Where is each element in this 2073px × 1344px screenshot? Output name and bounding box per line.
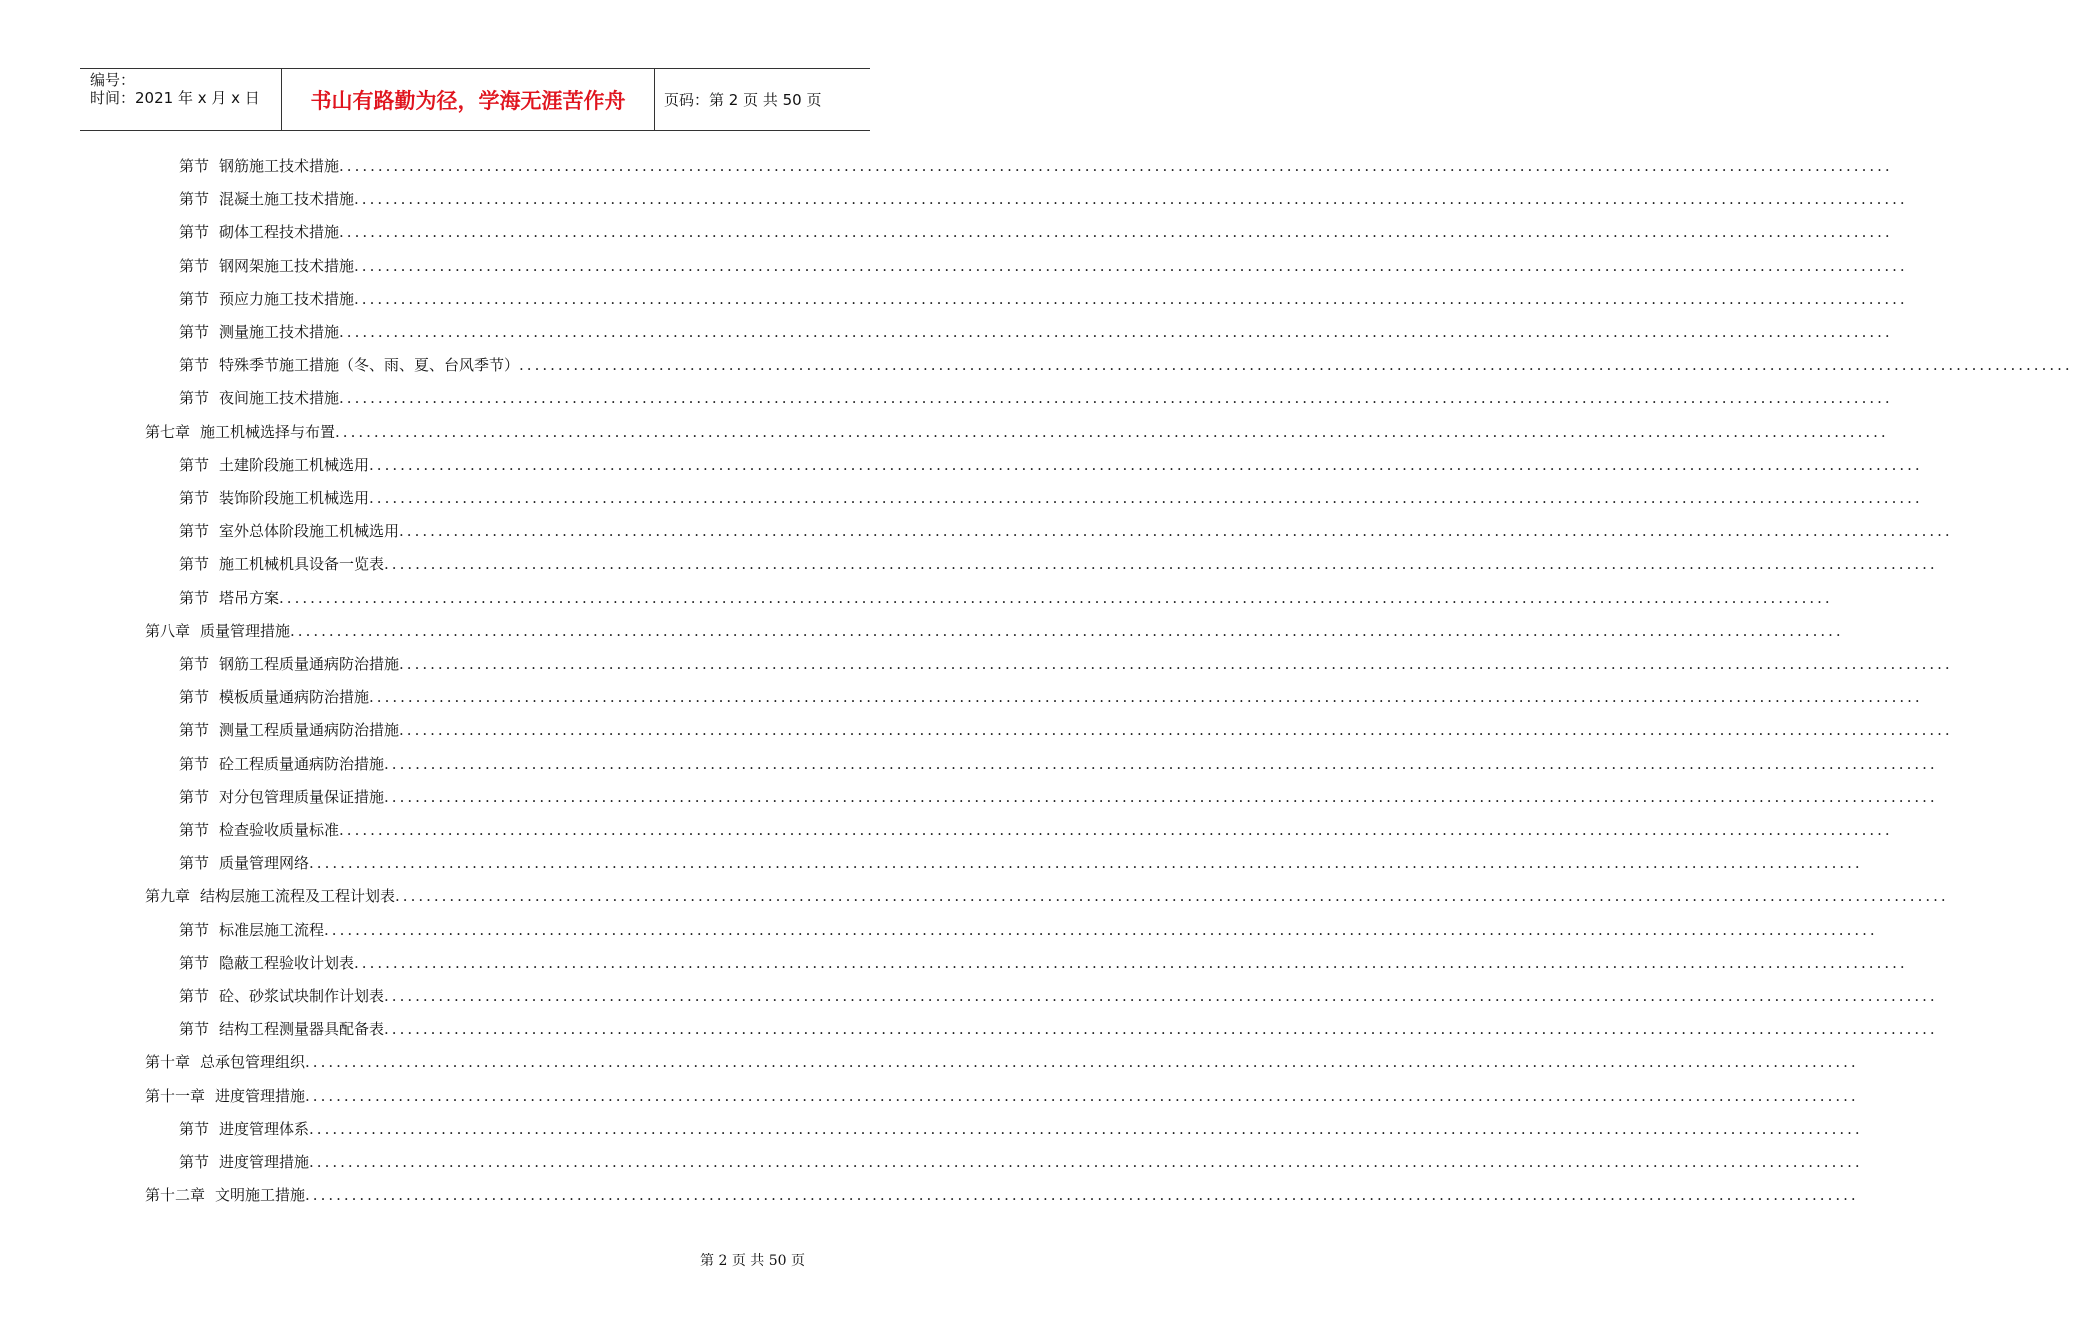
toc-entry[interactable] [179,252,1908,276]
toc-dot-leader: ........................................................................................................................................................................................................ [395,887,1949,906]
toc-dot-leader: ........................................................................................................................................................................................................ [384,555,1938,574]
header-motto: 书山有路勤为径，学海无涯苦作舟 [282,69,655,130]
toc-entry[interactable] [179,1015,1938,1039]
toc-dot-leader: ........................................................................................................................................................................................................ [384,754,1938,773]
toc-entry-number: 第十一章 [145,1086,206,1105]
toc-entry-title: 结构层施工流程及工程计划表 [200,887,396,906]
toc-entry[interactable] [179,384,1893,408]
toc-dot-leader: ........................................................................................................................................................................................................ [399,655,1953,673]
toc-entry-number: 第节 [179,356,210,375]
toc-entry-number: 第八章 [145,621,191,640]
toc-entry[interactable] [179,783,1938,807]
toc-entry-title: 装饰阶段施工机械选用 [219,489,370,507]
toc-entry-title: 施工机械机具设备一览表 [219,555,385,574]
toc-entry[interactable] [145,1048,1859,1072]
toc-entry-title: 总承包管理组织 [200,1053,306,1072]
toc-entry-number: 第节 [179,987,210,1005]
toc-entry[interactable] [179,218,1893,242]
toc-entry[interactable] [179,152,1893,176]
toc-entry[interactable] [179,451,1923,475]
toc-entry-title: 标准层施工流程 [219,920,325,939]
toc-dot-leader: ........................................................................................................................................................................................................ [369,455,1923,474]
toc-entry[interactable] [179,550,1938,574]
toc-entry[interactable] [145,1082,1859,1106]
toc-dot-leader: ........................................................................................................................................................................................................ [369,688,1923,707]
toc-entry-number: 第节 [179,854,210,873]
toc-entry[interactable] [179,683,1923,707]
toc-entry-number: 第七章 [145,422,191,441]
toc-entry[interactable] [179,484,1923,508]
toc-dot-leader: ........................................................................................................................................................................................................ [339,389,1893,408]
toc-entry[interactable] [179,1115,1863,1139]
toc-entry[interactable] [145,1181,1859,1205]
toc-entry-number: 第节 [179,1153,210,1171]
toc-dot-leader: ........................................................................................................................................................................................................ [290,621,1844,640]
toc-entry-title: 钢筋工程质量通病防治措施 [219,655,400,673]
toc-entry-title: 土建阶段施工机械选用 [219,455,370,474]
toc-entry[interactable] [179,949,1908,973]
toc-entry[interactable] [179,982,1938,1006]
toc-entry-title: 钢筋施工技术措施 [219,157,340,175]
toc-dot-leader: ........................................................................................................................................................................................................ [354,190,1908,209]
toc-entry-number: 第十二章 [145,1186,206,1205]
toc-entry[interactable] [179,816,1893,840]
toc-dot-leader: ........................................................................................................................................................................................................ [519,356,2073,375]
toc-entry-number: 第节 [179,821,210,839]
toc-entry[interactable] [179,285,1908,309]
toc-entry-number: 第节 [179,555,210,574]
toc-entry[interactable] [179,650,1953,674]
toc-entry-number: 第节 [179,1119,210,1138]
toc-entry-title: 混凝土施工技术措施 [219,190,355,209]
toc-dot-leader: ........................................................................................................................................................................................................ [305,1186,1859,1205]
toc-dot-leader: ........................................................................................................................................................................................................ [399,721,1953,740]
toc-entry-number: 第节 [179,223,210,242]
toc-entry[interactable] [179,517,1953,541]
toc-entry-number: 第节 [179,688,210,707]
toc-entry[interactable] [179,716,1953,740]
toc-entry-number: 第节 [179,323,210,341]
toc-dot-leader: ........................................................................................................................................................................................................ [384,787,1938,806]
toc-entry-title: 结构工程测量器具配备表 [219,1020,385,1039]
toc-dot-leader: ........................................................................................................................................................................................................ [369,489,1923,507]
toc-entry-number: 第节 [179,787,210,806]
toc-entry-title: 特殊季节施工措施（冬、雨、夏、台风季节） [219,356,520,375]
toc-dot-leader: ........................................................................................................................................................................................................ [339,223,1893,242]
toc-dot-leader: ........................................................................................................................................................................................................ [309,1153,1863,1171]
toc-dot-leader: ........................................................................................................................................................................................................ [305,1053,1859,1072]
toc-entry-title: 质量管理措施 [200,621,291,640]
toc-entry-number: 第节 [179,489,210,507]
toc-entry-title: 进度管理体系 [219,1119,310,1138]
toc-entry[interactable] [179,185,1908,209]
page-header [80,68,870,131]
toc-entry-title: 钢网架施工技术措施 [219,256,355,275]
toc-dot-leader: ........................................................................................................................................................................................................ [339,323,1893,341]
toc-entry-number: 第节 [179,1020,210,1039]
toc-entry[interactable] [179,1148,1863,1172]
toc-entry-title: 施工机械选择与布置 [200,422,336,441]
time-label: 时间：2021 年 x 月 x 日 [90,89,260,107]
toc-entry-title: 文明施工措施 [215,1186,306,1205]
toc-entry-title: 模板质量通病防治措施 [219,688,370,707]
toc-entry-number: 第节 [179,190,210,209]
toc-entry[interactable] [179,750,1938,774]
toc-entry[interactable] [145,882,1949,906]
toc-entry-number: 第九章 [145,887,191,906]
toc-dot-leader: ........................................................................................................................................................................................................ [384,987,1938,1005]
toc-entry-title: 砼工程质量通病防治措施 [219,754,385,773]
toc-entry[interactable] [179,318,1893,342]
toc-dot-leader: ........................................................................................................................................................................................................ [339,821,1893,839]
toc-entry-title: 室外总体阶段施工机械选用 [219,522,400,541]
toc-dot-leader: ........................................................................................................................................................................................................ [354,256,1908,275]
toc-entry-title: 砼、砂浆试块制作计划表 [219,987,385,1005]
toc-dot-leader: ........................................................................................................................................................................................................ [305,1086,1859,1105]
toc-dot-leader: ........................................................................................................................................................................................................ [384,1020,1938,1039]
toc-entry-number: 第节 [179,157,210,175]
toc-entry-title: 塔吊方案 [219,588,280,607]
toc-entry-number: 第节 [179,920,210,939]
toc-entry[interactable] [179,351,2073,375]
toc-entry-title: 质量管理网络 [219,854,310,873]
page-footer: 第 2 页 共 50 页 [700,1253,805,1269]
toc-dot-leader: ........................................................................................................................................................................................................ [399,522,1953,541]
toc-dot-leader: ........................................................................................................................................................................................................ [339,157,1893,175]
toc-dot-leader: ........................................................................................................................................................................................................ [309,1119,1863,1138]
toc-entry-number: 第十章 [145,1053,191,1072]
toc-entry-title: 测量工程质量通病防治措施 [219,721,400,740]
toc-entry-number: 第节 [179,256,210,275]
toc-entry-title: 对分包管理质量保证措施 [219,787,385,806]
header-page-label: 页码：第 2 页 共 50 页 [664,91,822,109]
toc-entry-number: 第节 [179,522,210,541]
toc-dot-leader: ........................................................................................................................................................................................................ [279,588,1833,607]
toc-entry[interactable] [145,617,1844,641]
toc-entry-title: 检查验收质量标准 [219,821,340,839]
toc-dot-leader: ........................................................................................................................................................................................................ [354,953,1908,972]
toc-entry[interactable] [145,418,1889,442]
number-label: 编号： [90,71,136,89]
toc-entry-number: 第节 [179,754,210,773]
toc-entry-number: 第节 [179,721,210,740]
toc-entry-title: 砌体工程技术措施 [219,223,340,242]
toc-entry-title: 进度管理措施 [219,1153,310,1171]
toc-dot-leader: ........................................................................................................................................................................................................ [335,422,1889,441]
toc-entry-title: 进度管理措施 [215,1086,306,1105]
toc-entry[interactable] [179,849,1863,873]
toc-entry-number: 第节 [179,953,210,972]
toc-entry[interactable] [179,916,1878,940]
toc-entry-number: 第节 [179,588,210,607]
toc-entry-title: 隐蔽工程验收计划表 [219,953,355,972]
toc-dot-leader: ........................................................................................................................................................................................................ [324,920,1878,939]
header-meta [80,69,282,130]
toc-entry-title: 预应力施工技术措施 [219,289,355,308]
toc-entry-title: 夜间施工技术措施 [219,389,340,408]
toc-dot-leader: ........................................................................................................................................................................................................ [309,854,1863,873]
toc-dot-leader: ........................................................................................................................................................................................................ [354,289,1908,308]
toc-entry-number: 第节 [179,455,210,474]
toc-entry-number: 第节 [179,289,210,308]
toc-entry[interactable] [179,584,1833,608]
toc-entry-number: 第节 [179,389,210,408]
toc-entry-number: 第节 [179,655,210,673]
toc-entry-title: 测量施工技术措施 [219,323,340,341]
